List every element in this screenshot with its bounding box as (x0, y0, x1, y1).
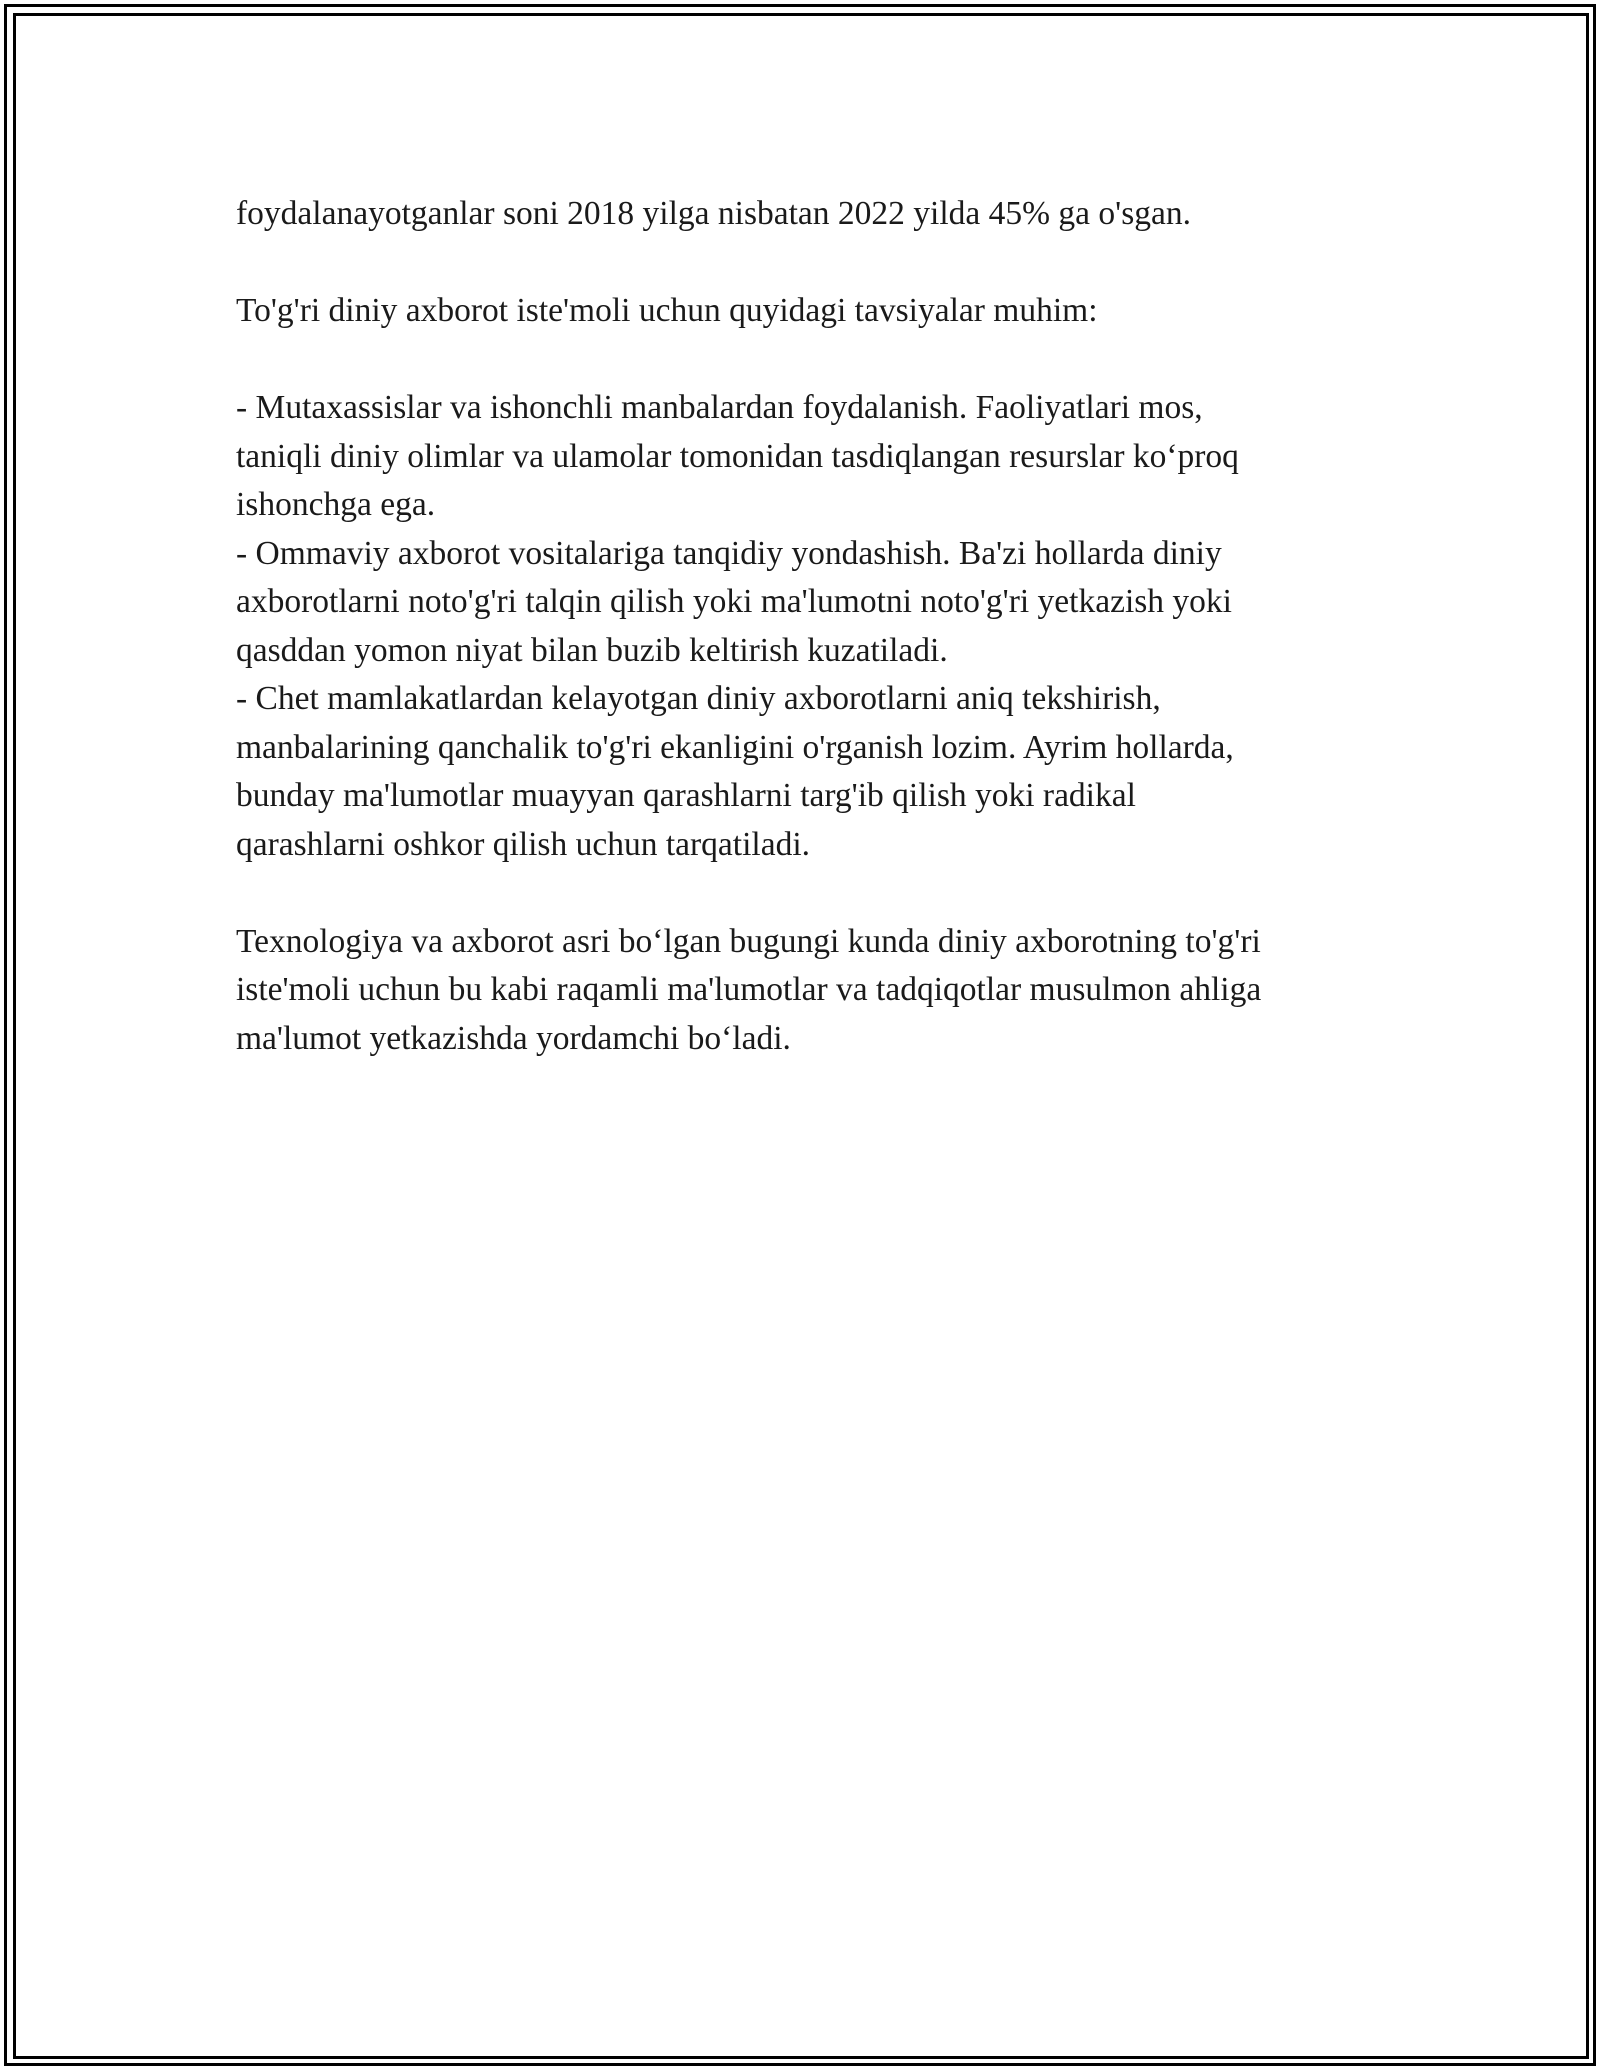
paragraph-recommendations-list: - Mutaxassislar va ishonchli manbalardan foydalanish. Faoliyatlari mos, taniqli diniy olimlar va ulamolar tomonidan tasdiqlangan resurslar ko‘proq ishonchga ega. - Ommaviy axborot vositalariga tanqidiy yondashish. Ba'zi hollarda diniy axborotlarni noto'g'ri talqin qilish yoki ma'lumotni noto'g'ri yetkazish yoki qasddan yomon niyat bilan buzib keltirish kuzatiladi. - Chet mamlakatlardan kelayotgan diniy axborotlarni aniq tekshirish, manbalarining qanchalik to'g'ri ekanligini o'rganish lozim. Ayrim hollarda, bunday ma'lumotlar muayyan qarashlarni targ'ib qilish yoki radikal qarashlarni oshkor qilish uchun tarqatiladi. (236, 389, 1239, 863)
paragraph-spacer (236, 869, 1386, 918)
document-body (236, 190, 1386, 1063)
paragraph-growth-stat: foydalanayotganlar soni 2018 yilga nisbatan 2022 yilda 45% ga o'sgan. (236, 195, 1191, 232)
paragraph-spacer (236, 239, 1386, 288)
paragraph-recommendations-intro: To'g'ri diniy axborot iste'moli uchun quyidagi tavsiyalar muhim: (236, 292, 1098, 329)
paragraph-spacer (236, 336, 1386, 385)
paragraph-conclusion: Texnologiya va axborot asri bo‘lgan bugungi kunda diniy axborotning to'g'ri iste'moli uchun bu kabi raqamli ma'lumotlar va tadqiqotlar musulmon ahliga ma'lumot yetkazishda yordamchi bo‘ladi. (236, 922, 1262, 1057)
